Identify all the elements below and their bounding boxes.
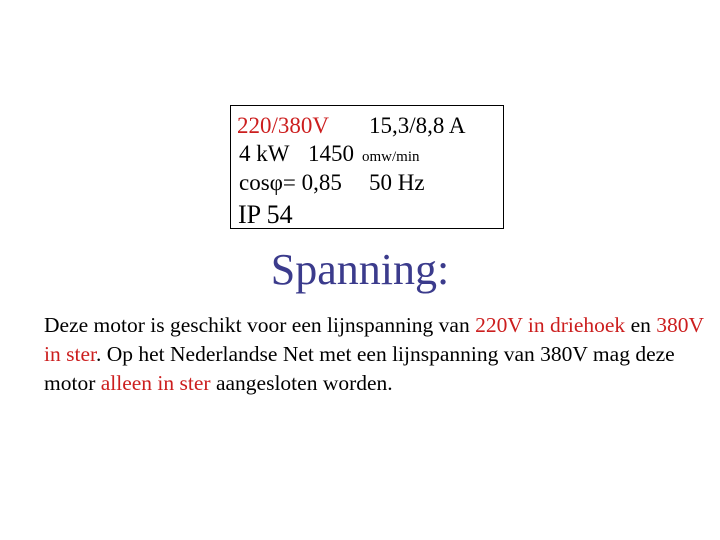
nameplate-protection: IP 54 xyxy=(238,200,293,229)
nameplate-speed-unit: omw/min xyxy=(362,149,420,165)
nameplate-speed: 1450 xyxy=(308,141,354,166)
text-segment: aangesloten worden. xyxy=(210,371,393,395)
nameplate-power: 4 kW xyxy=(239,141,290,166)
nameplate-frequency: 50 Hz xyxy=(369,170,425,195)
highlight-star-380v: 380V in ster xyxy=(44,313,704,366)
text-segment: Deze motor is geschikt voor een lijnspanning van xyxy=(44,313,476,337)
text-segment: . Op het Nederlandse Net met een lijnspanning van 380V mag deze motor xyxy=(44,342,675,395)
nameplate-voltage: 220/380V xyxy=(237,113,329,138)
highlight-only-star: alleen in ster xyxy=(100,371,211,395)
text-segment: en xyxy=(625,313,657,337)
highlight-delta-220v: 220V in driehoek xyxy=(475,313,626,337)
nameplate-cosphi: cosφ= 0,85 xyxy=(239,170,342,195)
motor-nameplate xyxy=(230,105,504,229)
page-title: Spanning: xyxy=(270,245,450,294)
nameplate-current: 15,3/8,8 A xyxy=(369,113,466,138)
explanation-paragraph xyxy=(44,311,708,398)
